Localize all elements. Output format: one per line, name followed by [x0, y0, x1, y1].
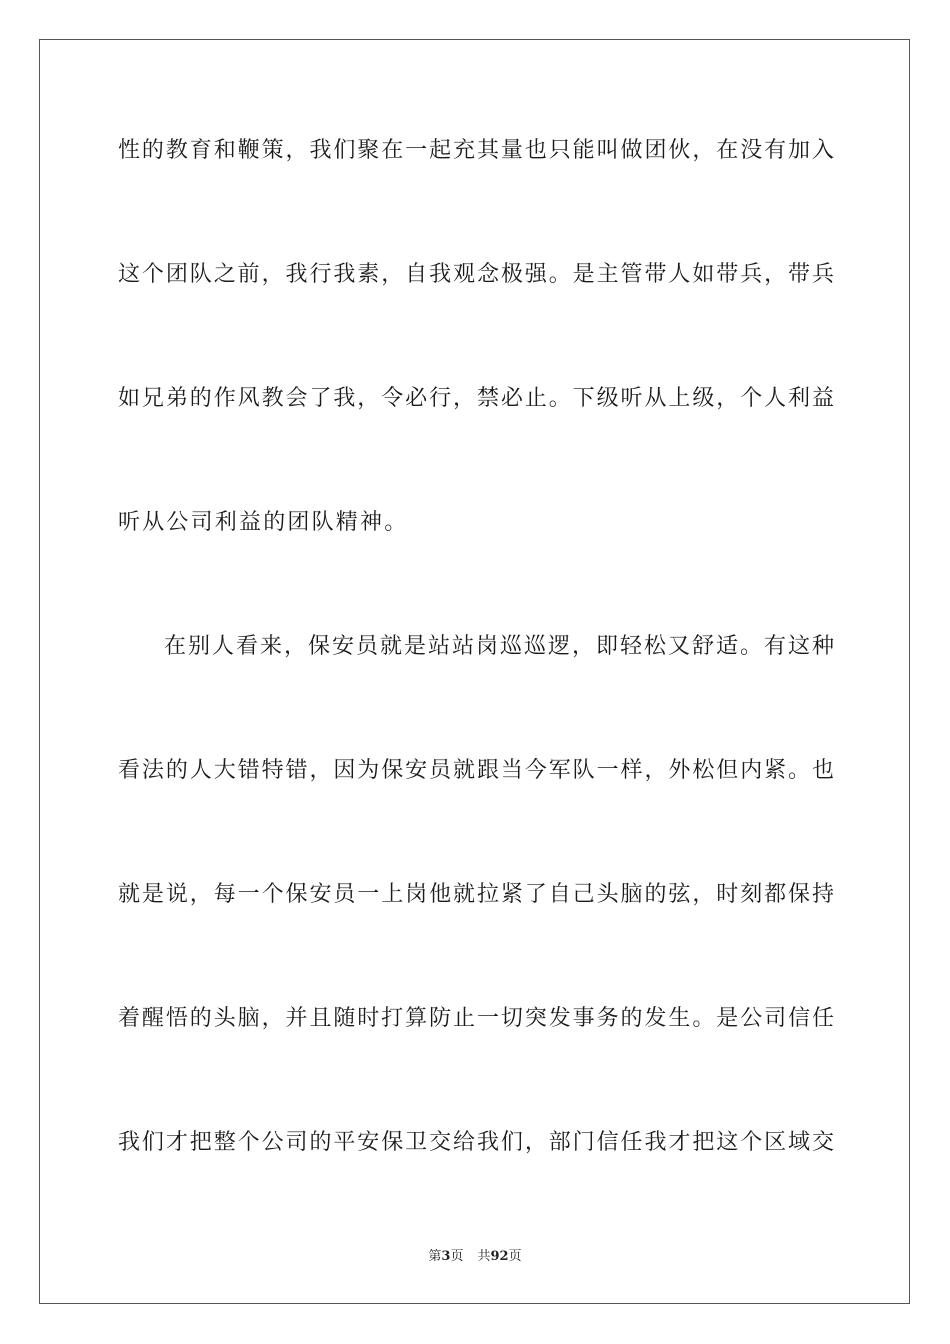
body-text-line: 如兄弟的作风教会了我，令必行，禁必止。下级听从上级，个人利益 — [118, 386, 834, 411]
body-text-line: 这个团队之前，我行我素，自我观念极强。是主管带人如带兵，带兵 — [118, 262, 834, 287]
page-current: 3 — [441, 1249, 451, 1264]
page-border — [39, 39, 910, 1304]
page-prefix: 第 — [428, 1249, 442, 1264]
page-total: 92 — [490, 1249, 509, 1264]
total-suffix: 页 — [508, 1249, 522, 1264]
body-text-line: 性的教育和鞭策，我们聚在一起充其量也只能叫做团伙，在没有加入 — [118, 138, 834, 163]
page-suffix: 页 — [450, 1249, 464, 1264]
body-text-line: 就是说，每一个保安员一上岗他就拉紧了自己头脑的弦，时刻都保持 — [118, 882, 834, 907]
total-prefix: 共 — [477, 1249, 491, 1264]
body-text-line: 看法的人大错特错，因为保安员就跟当今军队一样，外松但内紧。也 — [118, 758, 834, 783]
page-footer — [0, 1248, 950, 1266]
body-text-line: 听从公司利益的团队精神。 — [118, 510, 409, 535]
body-text-line: 着醒悟的头脑，并且随时打算防止一切突发事务的发生。是公司信任 — [118, 1006, 834, 1031]
body-text-line: 我们才把整个公司的平安保卫交给我们，部门信任我才把这个区域交 — [118, 1130, 834, 1155]
paragraph-first-line: 在别人看来，保安员就是站站岗巡巡逻，即轻松又舒适。有这种 — [164, 634, 834, 659]
